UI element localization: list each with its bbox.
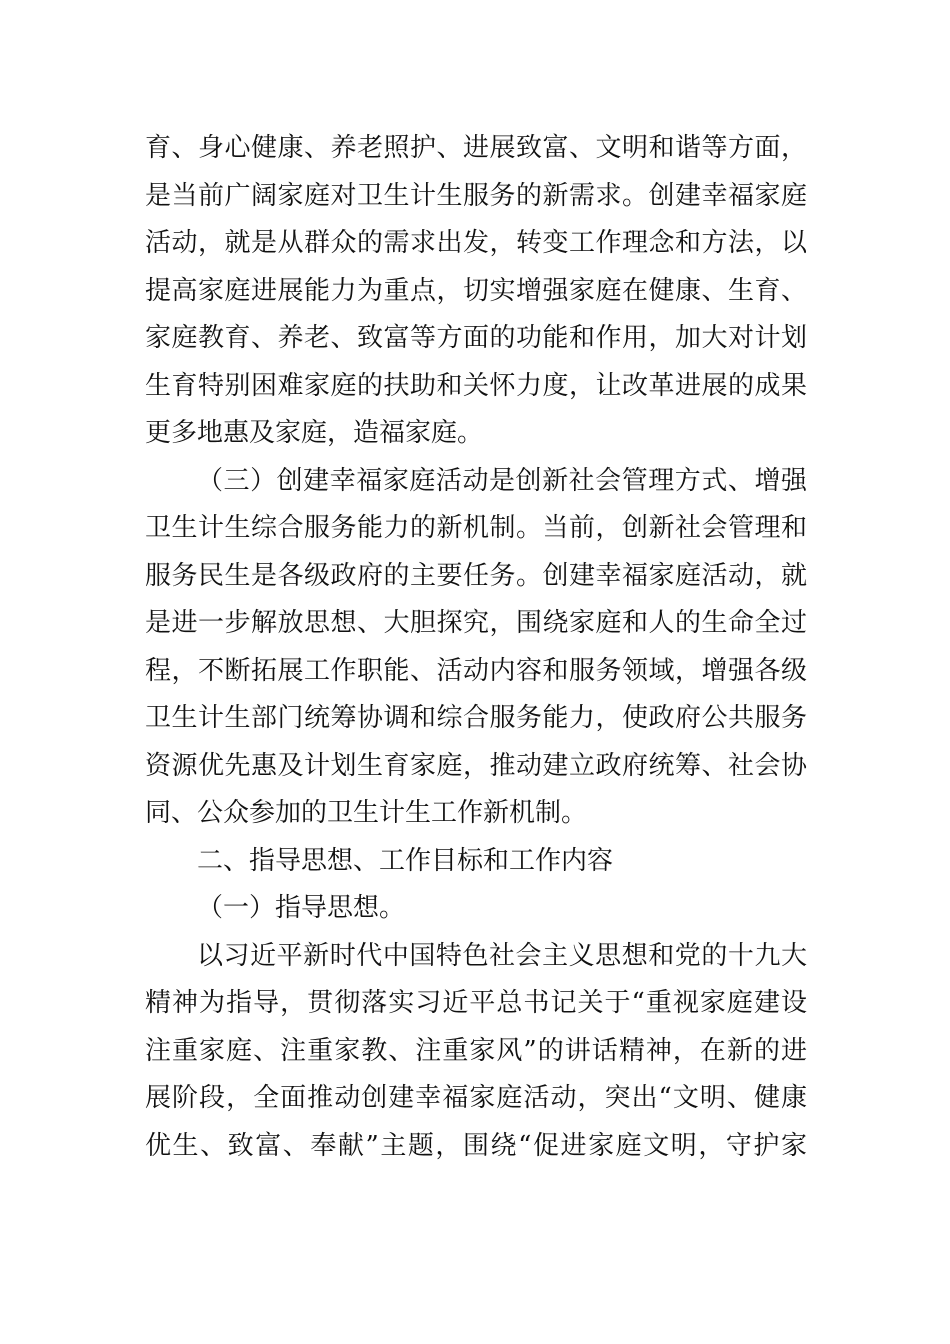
text-line: 是当前广阔家庭对卫生计生服务的新需求。创建幸福家庭 (145, 180, 807, 211)
text-line: 优生、致富、奉献”主题，围绕“促进家庭文明，守护家 (145, 1130, 807, 1161)
text-line: 育、身心健康、养老照护、进展致富、文明和谐等方面， (145, 133, 807, 163)
text-line: 卫生计生综合服务能力的新机制。当前，创新社会管理和 (145, 513, 807, 543)
document-body (145, 125, 807, 1170)
text-line: 同、公众参加的卫生计生工作新机制。 (145, 798, 588, 828)
text-line: 更多地惠及家庭，造福家庭。 (145, 418, 484, 448)
section-heading: 二、指导思想、工作目标和工作内容 (197, 845, 614, 876)
text-line: 资源优先惠及计划生育家庭，推动建立政府统筹、社会协 (145, 750, 807, 781)
text-line: 以习近平新时代中国特色社会主义思想和党的十九大 (197, 940, 807, 971)
text-line: 生育特别困难家庭的扶助和关怀力度，让改革进展的成果 (145, 370, 807, 401)
text-line: 精神为指导，贯彻落实习近平总书记关于“重视家庭建设 (145, 988, 807, 1018)
subsection-heading: （一）指导思想。 (197, 893, 406, 923)
text-line: 服务民生是各级政府的主要任务。创建幸福家庭活动，就 (145, 560, 807, 591)
text-line: 提高家庭进展能力为重点，切实增强家庭在健康、生育、 (145, 275, 807, 306)
text-line: 是进一步解放思想、大胆探究，围绕家庭和人的生命全过 (145, 608, 807, 638)
text-line: 活动，就是从群众的需求出发，转变工作理念和方法，以 (145, 228, 807, 258)
text-line: 家庭教育、养老、致富等方面的功能和作用，加大对计划 (145, 323, 807, 353)
text-line: 注重家庭、注重家教、注重家风”的讲话精神，在新的进 (145, 1035, 807, 1066)
text-line: 卫生计生部门统筹协调和综合服务能力，使政府公共服务 (145, 703, 807, 733)
text-line: 程，不断拓展工作职能、活动内容和服务领域，增强各级 (145, 655, 807, 686)
paragraph-heading-line: （三）创建幸福家庭活动是创新社会管理方式、增强 (197, 465, 807, 496)
text-line: 展阶段，全面推动创建幸福家庭活动，突出“文明、健康 (145, 1083, 807, 1113)
